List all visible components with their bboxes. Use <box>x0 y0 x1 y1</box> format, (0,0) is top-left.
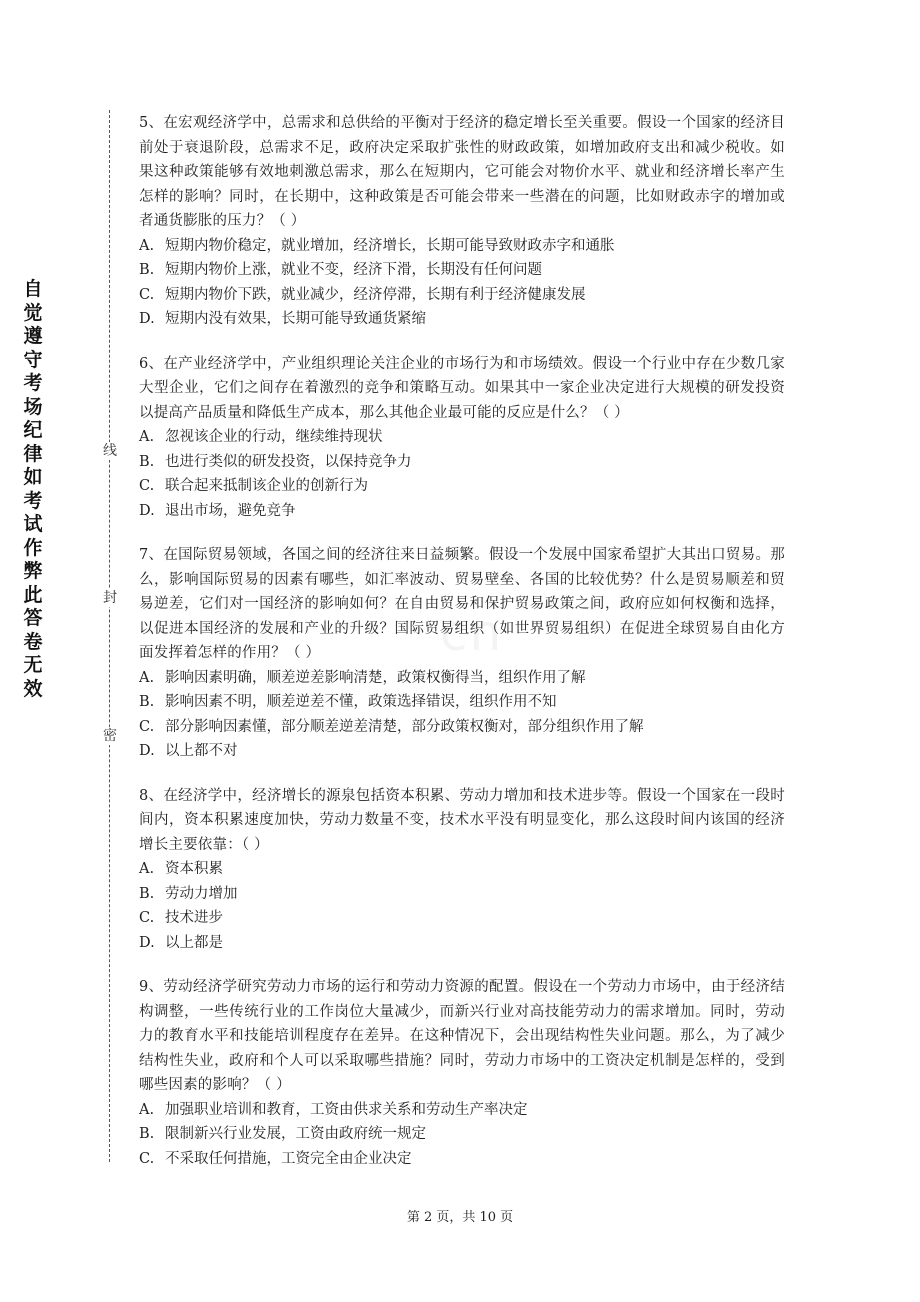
warning-char: 纪 <box>23 419 43 441</box>
question-item <box>139 975 785 1171</box>
warning-char: 觉 <box>23 301 43 324</box>
option-letter: B. <box>139 694 155 710</box>
answer-option <box>139 283 785 308</box>
answer-option <box>139 715 785 740</box>
warning-char: 试 <box>23 513 43 535</box>
watermark: cn <box>440 604 504 662</box>
warning-char: 答 <box>23 607 43 629</box>
question-list <box>139 111 785 1191</box>
answer-option <box>139 666 785 691</box>
option-letter: C. <box>139 478 155 494</box>
option-text: 忽视该企业的行动，继续维持现状 <box>165 429 383 445</box>
warning-char: 自 <box>23 278 43 300</box>
option-text: 退出市场，避免竞争 <box>165 502 296 519</box>
warning-char: 无 <box>23 654 43 676</box>
question-text: 8、在经济学中，经济增长的源泉包括资本积累、劳动力增加和技术进步等。假设一个国家在一段时间内，资本积累速度加快，劳动力数量不变，技术水平没有明显变化，那么这段时间内该国的经济增长主要依靠：（ ） <box>139 787 785 853</box>
option-text: 以上都是 <box>165 934 223 951</box>
option-letter: C. <box>139 910 155 926</box>
warning-char: 弊 <box>23 560 43 582</box>
binding-label-mi: 密 <box>103 728 117 744</box>
option-text: 技术进步 <box>165 910 223 926</box>
warning-char: 作 <box>23 536 43 559</box>
option-letter: C. <box>139 286 155 303</box>
option-letter: A. <box>139 1101 155 1118</box>
question-text: 5、在宏观经济学中，总需求和总供给的平衡对于经济的稳定增长至关重要。假设一个国家的经济目前处于衰退阶段，总需求不足，政府决定采取扩张性的财政政策，如增加政府支出和减少税收。如果这种政策能够有效地刺激总需求，那么在短期内，它可能会对物价水平、就业和经济增长率产生怎样的影响？同时，在长期中，这种政策是否可能会带来一些潜在的问题，比如财政赤字的增加或者通货膨胀的压力？（ ） <box>139 115 785 229</box>
option-letter: A. <box>139 429 155 445</box>
warning-char: 律 <box>23 442 43 465</box>
question-item <box>139 784 785 956</box>
answer-option <box>139 739 785 764</box>
binding-label-feng: 封 <box>103 590 117 606</box>
option-text: 不采取任何措施，工资完全由企业决定 <box>165 1150 412 1167</box>
answer-option <box>139 474 785 499</box>
answer-option <box>139 1147 785 1172</box>
option-letter: A. <box>139 237 155 254</box>
answer-option <box>139 450 785 475</box>
answer-option <box>139 690 785 715</box>
answer-option <box>139 499 785 524</box>
warning-char: 卷 <box>23 630 43 653</box>
answer-option <box>139 234 785 259</box>
page-footer: 第 2 页，共 10 页 <box>406 1210 514 1225</box>
option-letter: B. <box>139 262 155 278</box>
warning-char: 考 <box>23 489 43 512</box>
option-text: 也进行类似的研发投资，以保持竞争力 <box>165 453 412 470</box>
option-letter: C. <box>139 718 155 735</box>
question-item <box>139 352 785 524</box>
option-text: 联合起来抵制该企业的创新行为 <box>165 478 368 494</box>
question-text: 9、劳动经济学研究劳动力市场的运行和劳动力资源的配置。假设在一个劳动力市场中，由于经济结构调整，一些传统行业的工作岗位大量减少，而新兴行业对高技能劳动力的需求增加。同时，劳动力的教育水平和技能培训程度存在差异。在这种情况下，会出现结构性失业问题。那么，为了减少结构性失业，政府和个人可以采取哪些措施？同时，劳动力市场中的工资决定机制是怎样的，受到哪些因素的影响？（ ） <box>139 979 785 1093</box>
warning-char: 场 <box>23 395 43 418</box>
binding-label-xian: 线 <box>103 443 117 459</box>
warning-char: 效 <box>23 677 43 700</box>
option-letter: A. <box>139 861 155 877</box>
option-text: 影响因素明确，顺差逆差影响清楚，政策权衡得当，组织作用了解 <box>165 669 586 686</box>
answer-option <box>139 882 785 907</box>
answer-option <box>139 307 785 332</box>
warning-char: 考 <box>23 372 43 394</box>
answer-option <box>139 1122 785 1147</box>
option-text: 以上都不对 <box>165 743 238 759</box>
option-text: 短期内没有效果，长期可能导致通货紧缩 <box>165 311 426 327</box>
exam-discipline-warning <box>18 278 48 701</box>
answer-option <box>139 931 785 956</box>
question-item <box>139 543 785 764</box>
question-text: 7、在国际贸易领域，各国之间的经济往来日益频繁。假设一个发展中国家希望扩大其出口贸易。那么，影响国际贸易的因素有哪些，如汇率波动、贸易壁垒、各国的比较优势？什么是贸易顺差和贸易逆差，它们对一国经济的影响如何？在自由贸易和保护贸易政策之间，政府应如何权衡和选择，以促进本国经济的发展和产业的升级？国际贸易组织（如世界贸易组织）在促进全球贸易自由化方面发挥着怎样的作用？（ ） <box>139 547 785 661</box>
option-letter: B. <box>139 885 155 902</box>
option-text: 资本积累 <box>165 861 223 877</box>
option-text: 加强职业培训和教育，工资由供求关系和劳动生产率决定 <box>165 1101 528 1118</box>
warning-char: 此 <box>23 583 43 606</box>
option-text: 短期内物价稳定，就业增加，经济增长，长期可能导致财政赤字和通胀 <box>165 237 615 254</box>
option-text: 限制新兴行业发展，工资由政府统一规定 <box>165 1126 426 1142</box>
question-text: 6、在产业经济学中，产业组织理论关注企业的市场行为和市场绩效。假设一个行业中存在少数几家大型企业，它们之间存在着激烈的竞争和策略互动。如果其中一家企业决定进行大规模的研发投资以提高产品质量和降低生产成本，那么其他企业最可能的反应是什么？（ ） <box>139 355 785 421</box>
option-letter: B. <box>139 1126 155 1142</box>
option-text: 影响因素不明，顺差逆差不懂，政策选择错误，组织作用不知 <box>165 694 557 710</box>
warning-char: 如 <box>23 466 43 488</box>
question-item <box>139 111 785 332</box>
option-letter: D. <box>139 743 155 759</box>
option-text: 短期内物价上涨，就业不变，经济下滑，长期没有任何问题 <box>165 262 542 278</box>
option-letter: D. <box>139 311 155 327</box>
binding-dashed-line <box>109 110 110 1162</box>
option-letter: D. <box>139 502 155 519</box>
answer-option <box>139 857 785 882</box>
answer-option <box>139 1098 785 1123</box>
option-letter: B. <box>139 453 155 470</box>
option-letter: C. <box>139 1150 155 1167</box>
warning-char: 守 <box>23 348 43 371</box>
option-letter: A. <box>139 669 155 686</box>
answer-option <box>139 425 785 450</box>
option-letter: D. <box>139 934 155 951</box>
option-text: 短期内物价下跌，就业减少，经济停滞，长期有利于经济健康发展 <box>165 286 586 303</box>
answer-option <box>139 258 785 283</box>
answer-option <box>139 906 785 931</box>
option-text: 劳动力增加 <box>165 885 238 902</box>
option-text: 部分影响因素懂，部分顺差逆差清楚，部分政策权衡对，部分组织作用了解 <box>165 718 644 735</box>
warning-char: 遵 <box>23 325 43 347</box>
